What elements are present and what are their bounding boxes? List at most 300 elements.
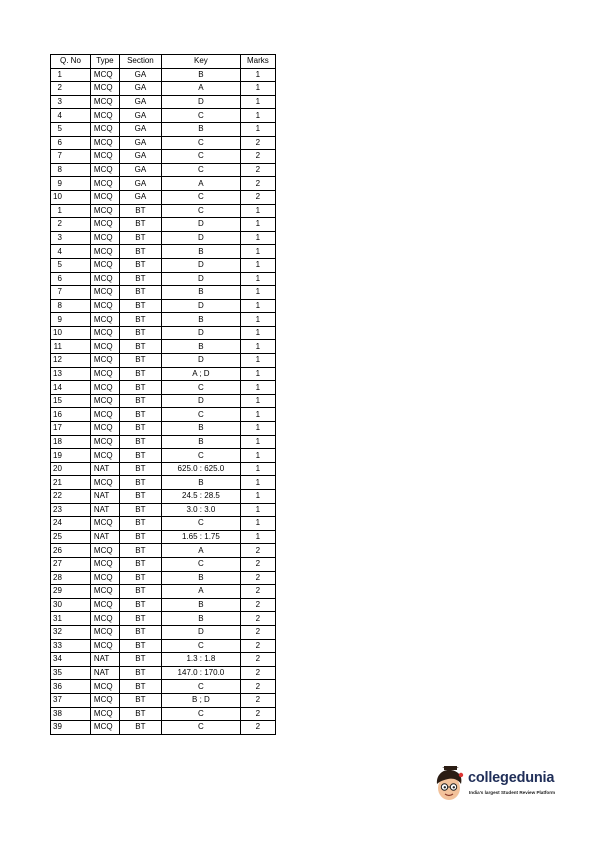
marks-cell: 2 xyxy=(240,150,275,164)
q-no-cell: 2 xyxy=(51,218,91,232)
marks-cell: 2 xyxy=(240,585,275,599)
key-cell: 625.0 : 625.0 xyxy=(161,462,240,476)
key-cell: C xyxy=(161,190,240,204)
type-cell: MCQ xyxy=(90,721,119,735)
table-row xyxy=(51,150,276,164)
table-row xyxy=(51,503,276,517)
table-row xyxy=(51,177,276,191)
key-cell: C xyxy=(161,557,240,571)
key-cell: B xyxy=(161,612,240,626)
type-cell: MCQ xyxy=(90,585,119,599)
key-cell: B xyxy=(161,598,240,612)
q-no-cell: 6 xyxy=(51,136,91,150)
q-no-cell: 35 xyxy=(51,666,91,680)
marks-cell: 1 xyxy=(240,258,275,272)
marks-cell: 1 xyxy=(240,326,275,340)
type-cell: MCQ xyxy=(90,177,119,191)
q-no-cell: 2 xyxy=(51,82,91,96)
section-cell: BT xyxy=(119,435,161,449)
table-row xyxy=(51,190,276,204)
type-cell: MCQ xyxy=(90,707,119,721)
q-no-cell: 10 xyxy=(51,326,91,340)
q-no-cell: 29 xyxy=(51,585,91,599)
marks-cell: 1 xyxy=(240,381,275,395)
key-cell: A xyxy=(161,177,240,191)
marks-cell: 2 xyxy=(240,707,275,721)
table-row xyxy=(51,557,276,571)
marks-cell: 1 xyxy=(240,530,275,544)
type-cell: MCQ xyxy=(90,408,119,422)
key-cell: C xyxy=(161,707,240,721)
section-cell: BT xyxy=(119,422,161,436)
table-row xyxy=(51,95,276,109)
q-no-cell: 5 xyxy=(51,122,91,136)
table-row xyxy=(51,122,276,136)
section-cell: GA xyxy=(119,136,161,150)
type-cell: MCQ xyxy=(90,231,119,245)
section-cell: BT xyxy=(119,653,161,667)
table-row xyxy=(51,422,276,436)
table-row xyxy=(51,299,276,313)
table-row xyxy=(51,680,276,694)
section-cell: BT xyxy=(119,449,161,463)
table-row xyxy=(51,340,276,354)
marks-cell: 2 xyxy=(240,177,275,191)
marks-cell: 2 xyxy=(240,721,275,735)
type-cell: MCQ xyxy=(90,299,119,313)
key-cell: A xyxy=(161,585,240,599)
q-no-cell: 36 xyxy=(51,680,91,694)
header-q-no: Q. No xyxy=(51,55,91,69)
key-cell: B xyxy=(161,245,240,259)
type-cell: MCQ xyxy=(90,544,119,558)
q-no-cell: 7 xyxy=(51,286,91,300)
marks-cell: 2 xyxy=(240,598,275,612)
section-cell: BT xyxy=(119,503,161,517)
table-row xyxy=(51,272,276,286)
q-no-cell: 34 xyxy=(51,653,91,667)
table-row xyxy=(51,639,276,653)
q-no-cell: 31 xyxy=(51,612,91,626)
marks-cell: 1 xyxy=(240,340,275,354)
q-no-cell: 3 xyxy=(51,231,91,245)
section-cell: BT xyxy=(119,530,161,544)
type-cell: NAT xyxy=(90,530,119,544)
q-no-cell: 8 xyxy=(51,163,91,177)
q-no-cell: 17 xyxy=(51,422,91,436)
type-cell: MCQ xyxy=(90,571,119,585)
type-cell: MCQ xyxy=(90,190,119,204)
table-row xyxy=(51,666,276,680)
section-cell: BT xyxy=(119,476,161,490)
key-cell: C xyxy=(161,639,240,653)
section-cell: BT xyxy=(119,367,161,381)
key-cell: 147.0 : 170.0 xyxy=(161,666,240,680)
key-cell: D xyxy=(161,231,240,245)
brand-tagline: India's largest Student Review Platform xyxy=(469,790,556,795)
table-row xyxy=(51,82,276,96)
marks-cell: 2 xyxy=(240,653,275,667)
section-cell: BT xyxy=(119,354,161,368)
type-cell: MCQ xyxy=(90,639,119,653)
q-no-cell: 28 xyxy=(51,571,91,585)
marks-cell: 1 xyxy=(240,245,275,259)
key-cell: D xyxy=(161,272,240,286)
type-cell: MCQ xyxy=(90,313,119,327)
type-cell: MCQ xyxy=(90,136,119,150)
table-row xyxy=(51,625,276,639)
q-no-cell: 30 xyxy=(51,598,91,612)
section-cell: BT xyxy=(119,680,161,694)
marks-cell: 2 xyxy=(240,639,275,653)
table-row xyxy=(51,530,276,544)
table-row xyxy=(51,408,276,422)
marks-cell: 1 xyxy=(240,435,275,449)
table-row xyxy=(51,517,276,531)
type-cell: MCQ xyxy=(90,150,119,164)
section-cell: BT xyxy=(119,286,161,300)
key-cell: B xyxy=(161,422,240,436)
type-cell: NAT xyxy=(90,490,119,504)
section-cell: BT xyxy=(119,245,161,259)
key-cell: C xyxy=(161,721,240,735)
q-no-cell: 8 xyxy=(51,299,91,313)
q-no-cell: 12 xyxy=(51,354,91,368)
q-no-cell: 13 xyxy=(51,367,91,381)
key-cell: C xyxy=(161,150,240,164)
section-cell: BT xyxy=(119,693,161,707)
type-cell: MCQ xyxy=(90,258,119,272)
key-cell: D xyxy=(161,218,240,232)
table-row xyxy=(51,571,276,585)
q-no-cell: 18 xyxy=(51,435,91,449)
key-cell: 1.65 : 1.75 xyxy=(161,530,240,544)
q-no-cell: 14 xyxy=(51,381,91,395)
q-no-cell: 27 xyxy=(51,557,91,571)
key-cell: C xyxy=(161,449,240,463)
type-cell: MCQ xyxy=(90,625,119,639)
q-no-cell: 6 xyxy=(51,272,91,286)
marks-cell: 2 xyxy=(240,612,275,626)
answer-key-table xyxy=(50,54,276,735)
section-cell: BT xyxy=(119,721,161,735)
marks-cell: 1 xyxy=(240,313,275,327)
section-cell: BT xyxy=(119,598,161,612)
type-cell: MCQ xyxy=(90,109,119,123)
marks-cell: 2 xyxy=(240,163,275,177)
table-row xyxy=(51,218,276,232)
key-cell: C xyxy=(161,136,240,150)
section-cell: BT xyxy=(119,557,161,571)
type-cell: MCQ xyxy=(90,449,119,463)
q-no-cell: 23 xyxy=(51,503,91,517)
key-cell: 1.3 : 1.8 xyxy=(161,653,240,667)
q-no-cell: 21 xyxy=(51,476,91,490)
type-cell: MCQ xyxy=(90,95,119,109)
type-cell: MCQ xyxy=(90,163,119,177)
table-row xyxy=(51,653,276,667)
marks-cell: 1 xyxy=(240,422,275,436)
q-no-cell: 39 xyxy=(51,721,91,735)
key-cell: D xyxy=(161,258,240,272)
section-cell: BT xyxy=(119,231,161,245)
key-cell: D xyxy=(161,625,240,639)
table-row xyxy=(51,381,276,395)
table-row xyxy=(51,136,276,150)
section-cell: GA xyxy=(119,68,161,82)
type-cell: MCQ xyxy=(90,340,119,354)
table-row xyxy=(51,435,276,449)
section-cell: BT xyxy=(119,625,161,639)
section-cell: BT xyxy=(119,218,161,232)
section-cell: BT xyxy=(119,381,161,395)
section-cell: BT xyxy=(119,299,161,313)
type-cell: MCQ xyxy=(90,367,119,381)
type-cell: MCQ xyxy=(90,381,119,395)
section-cell: BT xyxy=(119,326,161,340)
section-cell: BT xyxy=(119,408,161,422)
table-row xyxy=(51,707,276,721)
marks-cell: 1 xyxy=(240,394,275,408)
type-cell: NAT xyxy=(90,503,119,517)
q-no-cell: 5 xyxy=(51,258,91,272)
section-cell: BT xyxy=(119,639,161,653)
marks-cell: 1 xyxy=(240,286,275,300)
table-row xyxy=(51,598,276,612)
section-cell: BT xyxy=(119,517,161,531)
section-cell: GA xyxy=(119,190,161,204)
type-cell: MCQ xyxy=(90,612,119,626)
section-cell: BT xyxy=(119,666,161,680)
q-no-cell: 19 xyxy=(51,449,91,463)
table-row xyxy=(51,354,276,368)
key-cell: C xyxy=(161,381,240,395)
table-row xyxy=(51,313,276,327)
type-cell: MCQ xyxy=(90,693,119,707)
type-cell: MCQ xyxy=(90,354,119,368)
table-row xyxy=(51,286,276,300)
table-row xyxy=(51,612,276,626)
type-cell: MCQ xyxy=(90,476,119,490)
type-cell: MCQ xyxy=(90,422,119,436)
section-cell: BT xyxy=(119,571,161,585)
q-no-cell: 16 xyxy=(51,408,91,422)
section-cell: GA xyxy=(119,109,161,123)
q-no-cell: 33 xyxy=(51,639,91,653)
table-row xyxy=(51,68,276,82)
type-cell: MCQ xyxy=(90,435,119,449)
q-no-cell: 32 xyxy=(51,625,91,639)
key-cell: 24.5 : 28.5 xyxy=(161,490,240,504)
table-row xyxy=(51,163,276,177)
key-cell: C xyxy=(161,109,240,123)
key-cell: B xyxy=(161,122,240,136)
marks-cell: 1 xyxy=(240,95,275,109)
section-cell: GA xyxy=(119,177,161,191)
q-no-cell: 3 xyxy=(51,95,91,109)
type-cell: NAT xyxy=(90,666,119,680)
q-no-cell: 25 xyxy=(51,530,91,544)
marks-cell: 1 xyxy=(240,122,275,136)
section-cell: BT xyxy=(119,490,161,504)
marks-cell: 2 xyxy=(240,136,275,150)
type-cell: MCQ xyxy=(90,204,119,218)
section-cell: BT xyxy=(119,585,161,599)
table-row xyxy=(51,231,276,245)
q-no-cell: 4 xyxy=(51,245,91,259)
type-cell: MCQ xyxy=(90,82,119,96)
type-cell: MCQ xyxy=(90,245,119,259)
marks-cell: 1 xyxy=(240,462,275,476)
q-no-cell: 10 xyxy=(51,190,91,204)
marks-cell: 1 xyxy=(240,204,275,218)
type-cell: MCQ xyxy=(90,272,119,286)
key-cell: B ; D xyxy=(161,693,240,707)
key-cell: C xyxy=(161,517,240,531)
section-cell: GA xyxy=(119,163,161,177)
section-cell: BT xyxy=(119,612,161,626)
q-no-cell: 22 xyxy=(51,490,91,504)
type-cell: MCQ xyxy=(90,394,119,408)
q-no-cell: 26 xyxy=(51,544,91,558)
key-cell: B xyxy=(161,435,240,449)
table-row xyxy=(51,462,276,476)
section-cell: BT xyxy=(119,258,161,272)
type-cell: MCQ xyxy=(90,122,119,136)
table-row xyxy=(51,476,276,490)
key-cell: B xyxy=(161,571,240,585)
q-no-cell: 9 xyxy=(51,313,91,327)
header-marks: Marks xyxy=(240,55,275,69)
type-cell: NAT xyxy=(90,462,119,476)
section-cell: BT xyxy=(119,340,161,354)
section-cell: BT xyxy=(119,462,161,476)
q-no-cell: 20 xyxy=(51,462,91,476)
type-cell: MCQ xyxy=(90,326,119,340)
key-cell: C xyxy=(161,204,240,218)
key-cell: C xyxy=(161,163,240,177)
marks-cell: 2 xyxy=(240,571,275,585)
key-cell: A xyxy=(161,544,240,558)
key-cell: A xyxy=(161,82,240,96)
q-no-cell: 24 xyxy=(51,517,91,531)
q-no-cell: 38 xyxy=(51,707,91,721)
type-cell: MCQ xyxy=(90,218,119,232)
table-row xyxy=(51,326,276,340)
table-row xyxy=(51,585,276,599)
section-cell: BT xyxy=(119,707,161,721)
table-row xyxy=(51,367,276,381)
marks-cell: 1 xyxy=(240,231,275,245)
q-no-cell: 9 xyxy=(51,177,91,191)
marks-cell: 1 xyxy=(240,299,275,313)
header-type: Type xyxy=(90,55,119,69)
marks-cell: 2 xyxy=(240,190,275,204)
table-header-row xyxy=(51,55,276,69)
table-row xyxy=(51,544,276,558)
marks-cell: 2 xyxy=(240,680,275,694)
section-cell: GA xyxy=(119,150,161,164)
mascot-face-icon xyxy=(432,766,466,802)
marks-cell: 1 xyxy=(240,517,275,531)
section-cell: BT xyxy=(119,204,161,218)
marks-cell: 1 xyxy=(240,367,275,381)
type-cell: MCQ xyxy=(90,286,119,300)
marks-cell: 1 xyxy=(240,272,275,286)
key-cell: 3.0 : 3.0 xyxy=(161,503,240,517)
collegedunia-logo xyxy=(432,766,572,802)
type-cell: MCQ xyxy=(90,557,119,571)
key-cell: C xyxy=(161,680,240,694)
marks-cell: 1 xyxy=(240,503,275,517)
marks-cell: 1 xyxy=(240,354,275,368)
section-cell: GA xyxy=(119,95,161,109)
key-cell: B xyxy=(161,313,240,327)
marks-cell: 1 xyxy=(240,218,275,232)
table-row xyxy=(51,693,276,707)
table-row xyxy=(51,394,276,408)
section-cell: BT xyxy=(119,313,161,327)
q-no-cell: 11 xyxy=(51,340,91,354)
section-cell: GA xyxy=(119,82,161,96)
table-row xyxy=(51,449,276,463)
q-no-cell: 1 xyxy=(51,204,91,218)
section-cell: GA xyxy=(119,122,161,136)
marks-cell: 2 xyxy=(240,625,275,639)
key-cell: D xyxy=(161,299,240,313)
marks-cell: 2 xyxy=(240,544,275,558)
key-cell: B xyxy=(161,286,240,300)
table-row xyxy=(51,258,276,272)
key-cell: B xyxy=(161,68,240,82)
marks-cell: 1 xyxy=(240,476,275,490)
header-key: Key xyxy=(161,55,240,69)
q-no-cell: 37 xyxy=(51,693,91,707)
type-cell: NAT xyxy=(90,653,119,667)
header-section: Section xyxy=(119,55,161,69)
marks-cell: 2 xyxy=(240,693,275,707)
table-row xyxy=(51,109,276,123)
marks-cell: 2 xyxy=(240,557,275,571)
key-cell: B xyxy=(161,476,240,490)
marks-cell: 1 xyxy=(240,408,275,422)
marks-cell: 1 xyxy=(240,109,275,123)
key-cell: A ; D xyxy=(161,367,240,381)
key-cell: D xyxy=(161,354,240,368)
marks-cell: 1 xyxy=(240,490,275,504)
q-no-cell: 1 xyxy=(51,68,91,82)
key-cell: D xyxy=(161,326,240,340)
q-no-cell: 4 xyxy=(51,109,91,123)
table-row xyxy=(51,721,276,735)
type-cell: MCQ xyxy=(90,598,119,612)
q-no-cell: 7 xyxy=(51,150,91,164)
type-cell: MCQ xyxy=(90,680,119,694)
type-cell: MCQ xyxy=(90,517,119,531)
type-cell: MCQ xyxy=(90,68,119,82)
key-cell: D xyxy=(161,95,240,109)
key-cell: D xyxy=(161,394,240,408)
table-row xyxy=(51,490,276,504)
section-cell: BT xyxy=(119,544,161,558)
key-cell: C xyxy=(161,408,240,422)
table-row xyxy=(51,204,276,218)
marks-cell: 1 xyxy=(240,449,275,463)
section-cell: BT xyxy=(119,272,161,286)
table-row xyxy=(51,245,276,259)
marks-cell: 1 xyxy=(240,82,275,96)
brand-name: collegedunia xyxy=(468,770,555,786)
